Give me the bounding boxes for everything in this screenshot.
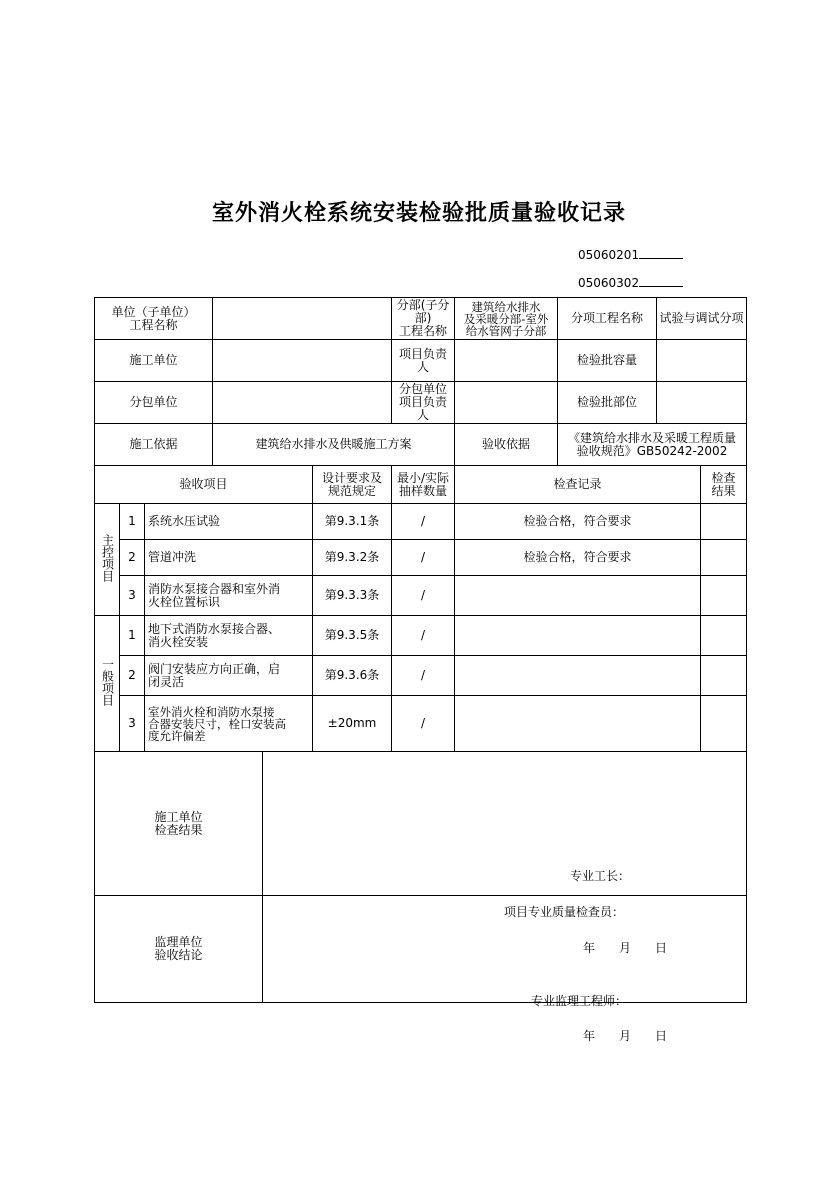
supervision-label: 监理单位 验收结论	[95, 896, 263, 1003]
item-design: 第9.3.2条	[313, 540, 392, 576]
supervision-date: 年 月 日	[583, 1029, 668, 1043]
division-name-value[interactable]: 建筑给水排水 及采暖分部-室外 给水管网子分部	[455, 298, 558, 340]
batch-location-value[interactable]	[657, 382, 747, 424]
construction-date: 年 月 日	[583, 940, 668, 955]
table-row	[95, 696, 747, 752]
item-number: 2	[120, 656, 145, 696]
inspector-signature-label: 项目专业质量检查员：	[504, 904, 625, 919]
page-title: 室外消火栓系统安装检验批质量验收记录	[211, 201, 626, 226]
item-sample[interactable]: /	[392, 576, 455, 616]
item-result[interactable]	[701, 696, 747, 752]
supervisor-signature-label: 专业监理工程师：	[531, 994, 628, 1008]
table-row	[95, 504, 747, 540]
unit-name-value[interactable]	[213, 298, 392, 340]
item-name: 消防水泵接合器和室外消 火栓位置标识	[145, 576, 313, 616]
project-manager-value[interactable]	[455, 340, 558, 382]
acceptance-basis-value[interactable]: 《建筑给水排水及采暖工程质量 验收规范》GB50242-2002	[558, 424, 747, 466]
item-number: 1	[120, 616, 145, 656]
item-sample[interactable]: /	[392, 656, 455, 696]
batch-capacity-value[interactable]	[657, 340, 747, 382]
unit-name-label: 单位（子单位） 工程名称	[95, 298, 213, 340]
subcontractor-value[interactable]	[213, 382, 392, 424]
item-result[interactable]	[701, 540, 747, 576]
batch-capacity-label: 检验批容量	[558, 340, 657, 382]
sub-pm-value[interactable]	[455, 382, 558, 424]
item-sample[interactable]: /	[392, 504, 455, 540]
table-row	[95, 540, 747, 576]
item-record[interactable]: 检验合格，符合要求	[455, 504, 701, 540]
item-sample[interactable]: /	[392, 540, 455, 576]
column-header-record: 检查记录	[455, 466, 701, 504]
table-row	[95, 656, 747, 696]
column-header-result: 检查 结果	[701, 466, 747, 504]
acceptance-record-table	[94, 297, 747, 1043]
column-header-design: 设计要求及 规范规定	[313, 466, 392, 504]
item-number: 1	[120, 504, 145, 540]
item-sample[interactable]: /	[392, 616, 455, 656]
record-code-1: 05060201	[578, 248, 683, 262]
item-design: ±20mm	[313, 696, 392, 752]
constructor-label: 施工单位	[95, 340, 213, 382]
acceptance-basis-label: 验收依据	[455, 424, 558, 466]
column-header-sample: 最小/实际 抽样数量	[392, 466, 455, 504]
item-design: 第9.3.6条	[313, 656, 392, 696]
construction-basis-label: 施工依据	[95, 424, 213, 466]
item-result[interactable]	[701, 504, 747, 540]
record-code-2: 05060302	[578, 276, 683, 290]
item-result[interactable]	[701, 656, 747, 696]
item-number: 3	[120, 696, 145, 752]
item-record[interactable]: 检验合格，符合要求	[455, 540, 701, 576]
division-name-label: 分部(子分部) 工程名称	[392, 298, 455, 340]
item-name: 地下式消防水泵接合器、 消火栓安装	[145, 616, 313, 656]
subitem-name-label: 分项工程名称	[558, 298, 657, 340]
sub-pm-label: 分包单位 项目负责人	[392, 382, 455, 424]
item-name: 管道冲洗	[145, 540, 313, 576]
code-underline	[639, 248, 683, 259]
item-number: 3	[120, 576, 145, 616]
group-label-main: 主控项目	[95, 504, 120, 616]
item-record[interactable]	[455, 576, 701, 616]
item-design: 第9.3.3条	[313, 576, 392, 616]
table-row	[95, 616, 747, 656]
item-name: 阀门安装应方向正确，启 闭灵活	[145, 656, 313, 696]
table-row	[95, 576, 747, 616]
column-header-item: 验收项目	[95, 466, 313, 504]
construction-basis-value[interactable]: 建筑给水排水及供暖施工方案	[213, 424, 455, 466]
item-record[interactable]	[455, 656, 701, 696]
item-record[interactable]	[455, 616, 701, 656]
item-design: 第9.3.5条	[313, 616, 392, 656]
item-record[interactable]	[455, 696, 701, 752]
item-sample[interactable]: /	[392, 696, 455, 752]
item-name: 系统水压试验	[145, 504, 313, 540]
batch-location-label: 检验批部位	[558, 382, 657, 424]
project-manager-label: 项目负责人	[392, 340, 455, 382]
item-number: 2	[120, 540, 145, 576]
item-design: 第9.3.1条	[313, 504, 392, 540]
constructor-value[interactable]	[213, 340, 392, 382]
construction-check-label: 施工单位 检查结果	[95, 752, 263, 896]
item-name: 室外消火栓和消防水泵接 合器安装尺寸，栓口安装高 度允许偏差	[145, 696, 313, 752]
item-result[interactable]	[701, 576, 747, 616]
item-result[interactable]	[701, 616, 747, 656]
construction-check-area[interactable]	[263, 752, 747, 955]
code-underline	[639, 276, 683, 287]
subitem-name-value[interactable]: 试验与调试分项	[657, 298, 747, 340]
group-label-general: 一般项目	[95, 616, 120, 752]
foreman-signature-label: 专业工长：	[570, 868, 631, 883]
subcontractor-label: 分包单位	[95, 382, 213, 424]
